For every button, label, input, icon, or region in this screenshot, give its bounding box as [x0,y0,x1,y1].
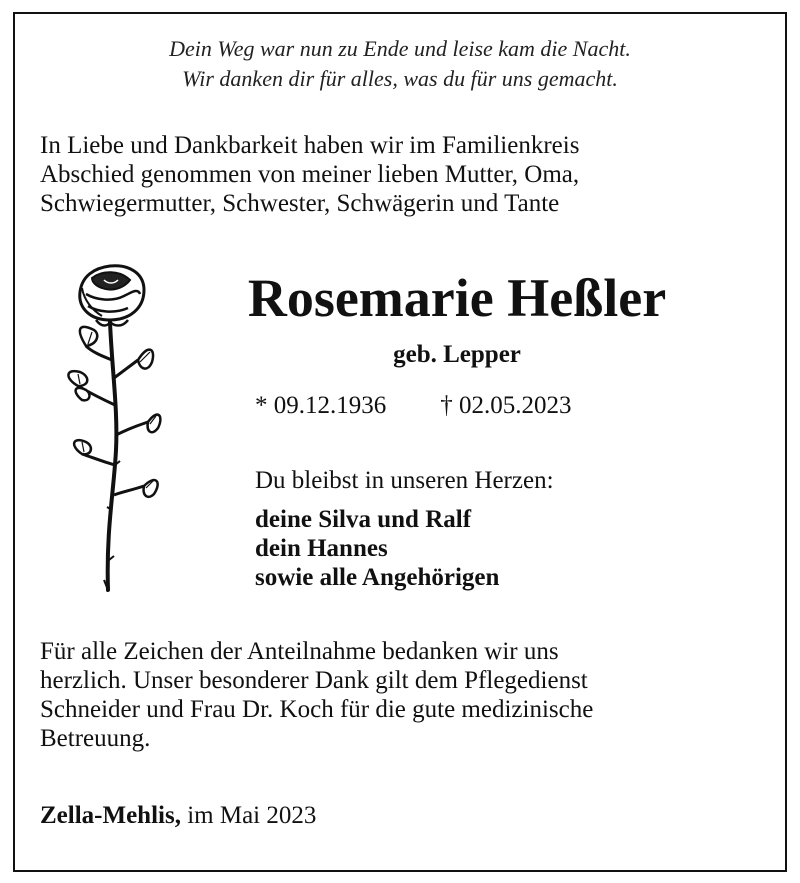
intro-line: In Liebe und Dankbarkeit haben wir im Familienkreis [40,132,580,159]
intro-paragraph [40,131,579,218]
remembrance-line: Du bleibst in unseren Herzen: [255,467,554,494]
thanks-paragraph [40,637,593,753]
verse-line-2: Wir danken dir für alles, was du für uns gemacht. [182,66,618,91]
mourner-line: sowie alle Angehörigen [255,564,500,591]
place-date-line [40,801,316,831]
thanks-line: herzlich. Unser besonderer Dank gilt dem Pflegedienst [40,667,588,694]
thanks-line: Betreuung. [40,725,151,752]
maiden-name: geb. Lepper [393,341,521,368]
rose-icon [52,260,162,595]
mourners-list [255,505,499,592]
life-dates [255,391,572,421]
death-date: † 02.05.2023 [440,392,572,419]
thanks-line: Schneider und Frau Dr. Koch für die gute medizinische [40,696,594,723]
intro-line: Schwiegermutter, Schwester, Schwägerin und Tante [40,190,560,217]
birth-date: * 09.12.1936 [255,392,387,419]
thanks-line: Für alle Zeichen der Anteilnahme bedanken wir uns [40,638,559,665]
verse-line-1: Dein Weg war nun zu Ende und leise kam die Nacht. [169,36,631,61]
intro-line: Abschied genommen von meiner lieben Mutter, Oma, [40,161,580,188]
deceased-name: Rosemarie Heßler [247,268,667,328]
place-name: Zella-Mehlis, [40,802,181,829]
closing-date: im Mai 2023 [187,802,317,829]
mourner-line: dein Hannes [255,535,388,562]
mourner-line: deine Silva und Ralf [255,506,472,533]
verse [0,34,800,94]
